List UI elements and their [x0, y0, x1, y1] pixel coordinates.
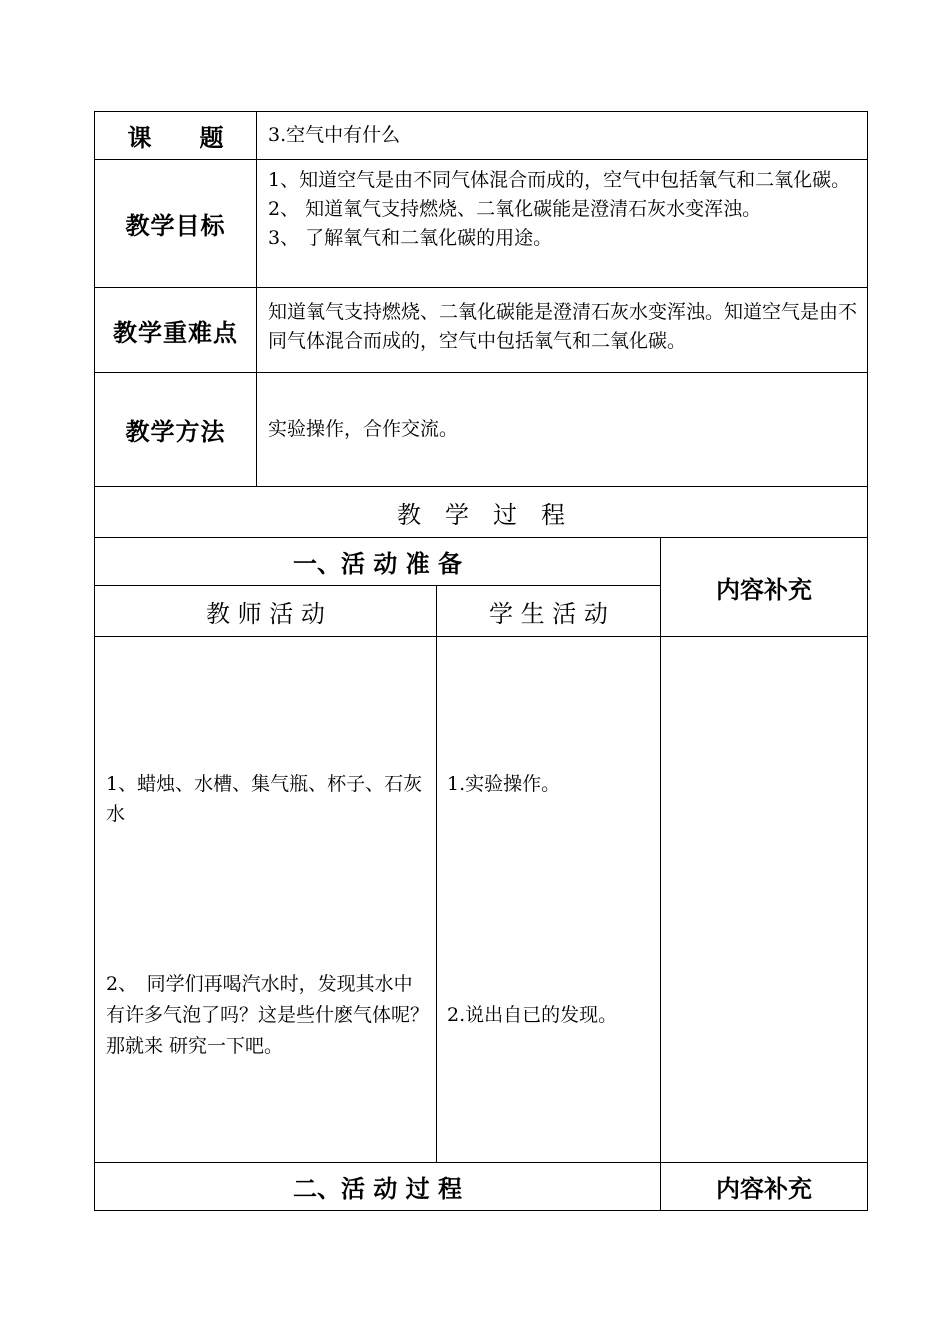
- section2-supplement-header: 内容补充: [716, 1175, 812, 1203]
- student-item: 1.实验操作。: [447, 773, 561, 795]
- teacher-activity-header: 教 师 活 动: [206, 599, 325, 628]
- key-points-text: 知道氧气支持燃烧、二氧化碳能是澄清石灰水变浑浊。知道空气是由不同气体混合而成的，空气中包括氧气和二氧化碳。: [268, 301, 858, 352]
- goal-item: 3、 了解氧气和二氧化碳的用途。: [268, 227, 553, 249]
- method-value: 实验操作，合作交流。: [268, 418, 459, 440]
- goals-list: [268, 166, 862, 253]
- goal-item: 2、 知道氧气支持燃烧、二氧化碳能是澄清石灰水变浑浊。: [268, 198, 762, 220]
- process-title: 教 学 过 程: [397, 500, 565, 529]
- section1-title: 一、活 动 准 备: [292, 550, 463, 578]
- student-item: 2.说出自已的发现。: [447, 1004, 618, 1026]
- goals-label: 教学目标: [125, 212, 226, 240]
- key-points-label: 教学重难点: [113, 318, 238, 347]
- method-label: 教学方法: [125, 418, 226, 446]
- table-border-right: [867, 111, 868, 1211]
- topic-label: 课 题: [127, 124, 224, 152]
- teacher-student-divider: [436, 585, 437, 1163]
- teacher-item: 2、 同学们再喝汽水时，发现其水中有许多气泡了吗？这是些什麽气体呢？那就来 研究一下吧。: [106, 973, 430, 1057]
- goal-item: 1、知道空气是由不同气体混合而成的，空气中包括氧气和二氧化碳。: [268, 169, 851, 191]
- topic-value: 3.空气中有什么: [268, 124, 401, 146]
- section2-title: 二、活 动 过 程: [292, 1175, 463, 1203]
- supplement-header: 内容补充: [716, 575, 812, 604]
- supplement-column-divider: [660, 537, 661, 1211]
- teacher-item: 1、蜡烛、水槽、集气瓶、杯子、石灰水: [106, 773, 423, 825]
- student-activity-header: 学 生 活 动: [489, 599, 608, 628]
